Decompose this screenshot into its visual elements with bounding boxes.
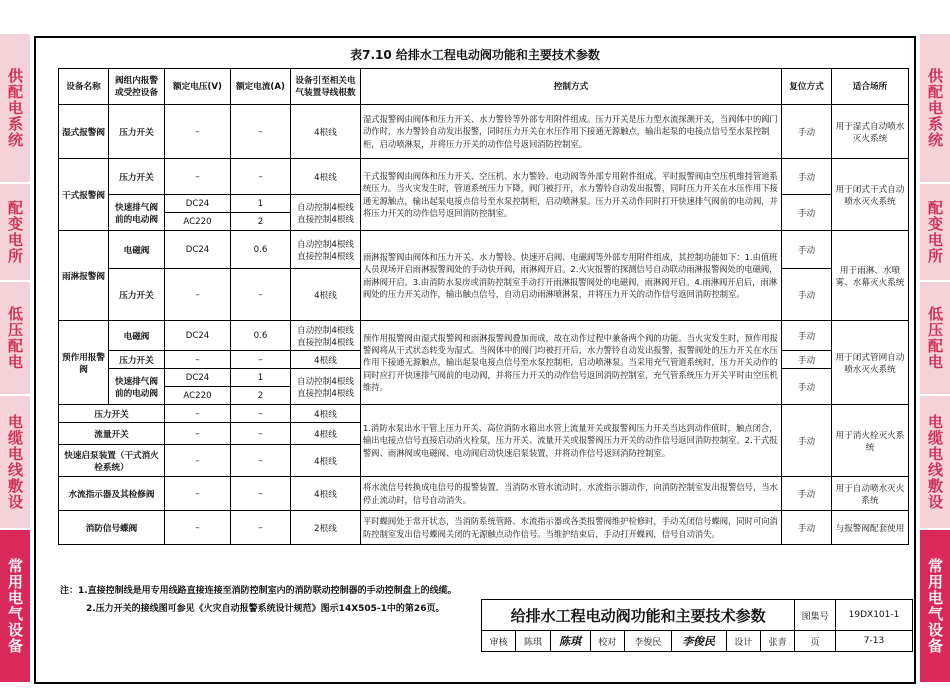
valve-device: 压力开关	[109, 105, 165, 159]
device-name: 干式报警阀	[59, 159, 109, 231]
voltage-cell: –	[165, 445, 231, 477]
reset-cell: 手动	[782, 231, 832, 269]
side-tab-cable-laying-right[interactable]: 电缆电线敷设	[920, 396, 950, 528]
header-place: 适合场所	[832, 69, 909, 105]
header-device-name: 设备名称	[59, 69, 109, 105]
reset-cell: 手动	[782, 195, 832, 231]
voltage-cell: –	[165, 159, 231, 195]
current-cell: 0.6	[231, 231, 291, 269]
design-label: 设计	[726, 631, 760, 652]
place-cell: 用于自动喷水灭火系统	[832, 477, 909, 511]
table-row	[59, 321, 909, 351]
voltage-cell: –	[165, 269, 231, 321]
reviewer-name: 陈琪	[516, 631, 550, 652]
designer-name: 张青	[760, 631, 794, 652]
header-control: 控制方式	[361, 69, 782, 105]
table-row	[59, 231, 909, 269]
valve-device: 压力开关	[109, 269, 165, 321]
device-name: 预作用报警阀	[59, 321, 109, 405]
table-row	[59, 405, 909, 423]
parameter-table	[58, 68, 909, 545]
wires-cell: 4根线	[291, 423, 361, 445]
reset-cell: 手动	[782, 351, 832, 369]
current-cell: –	[231, 351, 291, 369]
note-1: 注：1.直接控制线是用专用线路直接连接至消防控制室内的消防联动控制器的手动控制盘上的线缆。	[60, 586, 457, 596]
check-label: 校对	[590, 631, 624, 652]
drawing-title: 给排水工程电动阀功能和主要技术参数	[482, 600, 795, 631]
valve-device: 电磁阀	[109, 231, 165, 269]
voltage-cell: –	[165, 405, 231, 423]
control-cell: 湿式报警阀由阀体和压力开关、水力警铃等外部专用附件组成。压力开关是压力型水流探测开关，当阀体中的阀门动作时，水力警铃自动发出报警，同时压力开关在水压作用下接通无源触点，输出起泵的电接点信号至水泵控制柜，启动喷淋泵，并将压力开关的动作信号返回消防控制室。	[361, 105, 782, 159]
voltage-cell: –	[165, 511, 231, 545]
wires-cell: 4根线	[291, 405, 361, 423]
current-cell: 2	[231, 213, 291, 231]
wires-cell: 4根线	[291, 477, 361, 511]
place-cell: 与报警阀配套使用	[832, 511, 909, 545]
place-cell: 用于雨淋、水喷雾、水幕灭火系统	[832, 231, 909, 321]
reset-cell: 手动	[782, 405, 832, 477]
page-label: 页	[795, 631, 836, 652]
checker-signature: 李俊民	[671, 631, 726, 652]
table-row	[59, 477, 909, 511]
control-cell: 雨淋报警阀由阀体和压力开关、水力警铃、快速开启阀、电磁阀等外部专用附件组成，其控制功能如下：1.由值班人员现场开启雨淋报警阀处的手动快开阀，雨淋阀开启。2.火灾报警的探测信号自动联动雨淋报警阀处的电磁阀，雨淋阀开启。3.由消防水泵房或消防控制室手动打开雨淋报警阀处的电磁阀，雨淋阀开启。4.雨淋阀开启后，雨淋阀处的压力开关动作，输出触点信号，自动启动雨淋喷淋泵，并将压力开关的动作信号返回消防控制室。	[361, 231, 782, 321]
place-cell: 用于闭式管网自动喷水灭火系统	[832, 321, 909, 405]
wires-cell: 4根线	[291, 351, 361, 369]
wires-cell: 自动控制4根线直接控制4根线	[291, 231, 361, 269]
reset-cell: 手动	[782, 105, 832, 159]
reset-cell: 手动	[782, 269, 832, 321]
wires-cell: 4根线	[291, 269, 361, 321]
valve-device: 电磁阀	[109, 321, 165, 351]
device-name: 流量开关	[59, 423, 165, 445]
title-block	[481, 599, 913, 652]
review-label: 审核	[482, 631, 516, 652]
header-valve-device: 阀组内报警或受控设备	[109, 69, 165, 105]
voltage-cell: AC220	[165, 213, 231, 231]
table-header-row	[59, 69, 909, 105]
wires-cell: 4根线	[291, 159, 361, 195]
current-cell: –	[231, 159, 291, 195]
voltage-cell: DC24	[165, 321, 231, 351]
wires-cell: 4根线	[291, 105, 361, 159]
voltage-cell: AC220	[165, 387, 231, 405]
reset-cell: 手动	[782, 511, 832, 545]
voltage-cell: –	[165, 105, 231, 159]
valve-device: 快速排气阀前的电动阀	[109, 369, 165, 405]
note-2: 2.压力开关的接线图可参见《火灾自动报警系统设计规范》图示14X505-1中的第26页。	[86, 604, 445, 614]
side-tab-common-equipment-right[interactable]: 常用电气设备	[920, 530, 950, 682]
place-cell: 用于消火栓灭火系统	[832, 405, 909, 477]
valve-device: 快速排气阀前的电动阀	[109, 195, 165, 231]
side-tab-cable-laying[interactable]: 电缆电线敷设	[0, 396, 30, 528]
current-cell: 1	[231, 195, 291, 213]
reviewer-signature: 陈琪	[550, 631, 590, 652]
voltage-cell: –	[165, 351, 231, 369]
wires-cell: 自动控制4根线直接控制4根线	[291, 195, 361, 231]
header-voltage: 额定电压(V)	[165, 69, 231, 105]
current-cell: –	[231, 405, 291, 423]
control-cell: 1.消防水泵出水干管上压力开关、高位消防水箱出水管上流量开关或报警阀压力开关当达到动作值时，触点闭合，输出电接点信号直接启动消火栓泵，压力开关、流量开关或报警阀压力开关的动作信号返回消防控制室。2.干式报警阀、雨淋阀或电磁阀、电动阀启动快速启泵装置，并将动作信号返回消防控制室。	[361, 405, 782, 477]
reset-cell: 手动	[782, 159, 832, 195]
place-cell: 用于湿式自动喷水灭火系统	[832, 105, 909, 159]
reset-cell: 手动	[782, 477, 832, 511]
voltage-cell: –	[165, 423, 231, 445]
voltage-cell: –	[165, 477, 231, 511]
device-name: 水流指示器及其检修阀	[59, 477, 165, 511]
control-cell: 干式报警阀由阀体和压力开关、空压机、水力警铃、电动阀等外部专用附件组成。平时报警阀由空压机维持管道系统压力。当火灾发生时，管道系统压力下降，阀门被打开，水力警铃自动发出报警，同时压力开关在水压作用下接通无源触点，输出起泵电接点信号至水泵控制柜，启动喷淋泵。压力开关动作同时打开快速排气阀前的电动阀，并将压力开关的动作信号返回消防控制室。	[361, 159, 782, 231]
wires-cell: 2根线	[291, 511, 361, 545]
table-row	[59, 105, 909, 159]
current-cell: 0.6	[231, 321, 291, 351]
table-row	[59, 159, 909, 195]
voltage-cell: DC24	[165, 369, 231, 387]
device-name: 湿式报警阀	[59, 105, 109, 159]
checker-name: 李俊民	[624, 631, 671, 652]
current-cell: 1	[231, 369, 291, 387]
wires-cell: 自动控制4根线直接控制4根线	[291, 321, 361, 351]
atlas-label: 图集号	[795, 600, 836, 631]
place-cell: 用于闭式干式自动喷水灭火系统	[832, 159, 909, 231]
side-tab-power-system-right[interactable]: 供配电系统	[920, 34, 950, 182]
header-current: 额定电流(A)	[231, 69, 291, 105]
control-cell: 将水流信号转换成电信号的报警装置，当消防水管水流动时，水流指示器动作，向消防控制室发出报警信号，当水停止流动时，信号自动消失。	[361, 477, 782, 511]
device-name: 快速启泵装置（干式消火栓系统）	[59, 445, 165, 477]
current-cell: 2	[231, 387, 291, 405]
current-cell: –	[231, 477, 291, 511]
notes	[60, 582, 457, 618]
current-cell: –	[231, 445, 291, 477]
valve-device: 压力开关	[109, 159, 165, 195]
side-tab-power-system[interactable]: 供配电系统	[0, 34, 30, 182]
current-cell: –	[231, 423, 291, 445]
voltage-cell: DC24	[165, 231, 231, 269]
current-cell: –	[231, 105, 291, 159]
reset-cell: 手动	[782, 321, 832, 351]
voltage-cell: DC24	[165, 195, 231, 213]
control-cell: 预作用报警阀由湿式报警阀和雨淋报警阀叠加而成，故在动作过程中兼备两个阀的功能。当火灾发生时，预作用报警阀将从干式状态转变为湿式。当阀体中的阀门均被打开后，水力警铃自动发出报警，报警阀处的压力开关在水压作用下接通无源触点，输出起泵电接点信号至水泵控制柜，启动喷淋泵。当采用充气管道系统时，压力开关动作的同时应打开快速排气阀前的电动阀，并将压力开关的动作信号返回消防控制室，充气管系统压力开关平时由空压机维持。	[361, 321, 782, 405]
side-tab-substation-right[interactable]: 配变电所	[920, 184, 950, 280]
reset-cell: 手动	[782, 369, 832, 405]
device-name: 消防信号蝶阀	[59, 511, 165, 545]
device-name: 雨淋报警阀	[59, 231, 109, 321]
header-wires: 设备引至相关电气装置导线根数	[291, 69, 361, 105]
side-tab-lv-distribution-right[interactable]: 低压配电	[920, 282, 950, 394]
side-tab-lv-distribution[interactable]: 低压配电	[0, 282, 30, 394]
side-tab-substation[interactable]: 配变电所	[0, 184, 30, 280]
current-cell: –	[231, 511, 291, 545]
page-number: 7-13	[836, 631, 913, 652]
table-title: 表7.10 给排水工程电动阀功能和主要技术参数	[350, 48, 600, 62]
control-cell: 平时蝶阀处于常开状态，当消防系统管路、水流指示器或各类报警阀维护检修时，手动关闭信号蝶阀，同时可向消防控制室发出信号蝶阀关闭的无源触点动作信号。当维护结束后，手动打开蝶阀，信号自动消失。	[361, 511, 782, 545]
device-name: 压力开关	[59, 405, 165, 423]
atlas-number: 19DX101-1	[836, 600, 913, 631]
current-cell: –	[231, 269, 291, 321]
table-row	[59, 511, 909, 545]
side-tab-common-equipment[interactable]: 常用电气设备	[0, 530, 30, 682]
wires-cell: 4根线	[291, 445, 361, 477]
header-reset: 复位方式	[782, 69, 832, 105]
wires-cell: 自动控制4根线直接控制4根线	[291, 369, 361, 405]
valve-device: 压力开关	[109, 351, 165, 369]
